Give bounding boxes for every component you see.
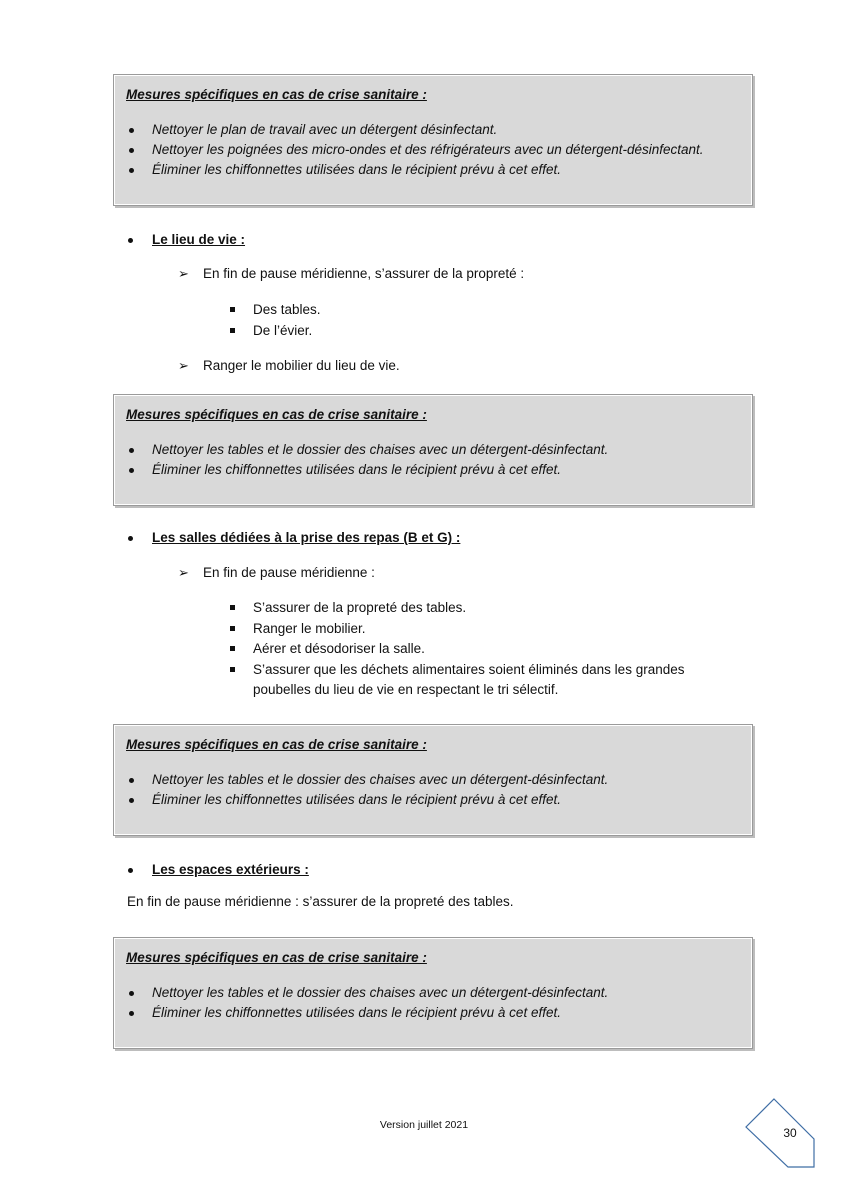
- list-item: De l’évier.: [228, 321, 321, 342]
- list-item: Éliminer les chiffonnettes utilisées dans le récipient prévu à cet effet.: [126, 790, 741, 810]
- arrow-item: [178, 563, 375, 583]
- list-item: Aérer et désodoriser la salle.: [228, 639, 728, 660]
- arrow-bullet-icon: ➢: [178, 565, 189, 580]
- box-title: Mesures spécifiques en cas de crise sanitaire :: [126, 87, 427, 102]
- arrow-bullet-icon: ➢: [178, 358, 189, 373]
- section-heading-lieu-de-vie: Le lieu de vie :: [125, 230, 245, 250]
- box-title: Mesures spécifiques en cas de crise sanitaire :: [126, 950, 427, 965]
- health-crisis-box-3: [113, 724, 753, 836]
- health-crisis-box-2: [113, 394, 753, 506]
- list-item: Nettoyer les tables et le dossier des chaises avec un détergent-désinfectant.: [126, 440, 741, 460]
- footer-version: Version juillet 2021: [379, 1119, 469, 1131]
- arrow-bullet-icon: ➢: [178, 266, 189, 281]
- list-item: Éliminer les chiffonnettes utilisées dans le récipient prévu à cet effet.: [126, 1003, 741, 1023]
- list-item: Ranger le mobilier.: [228, 619, 728, 640]
- list-item: S’assurer que les déchets alimentaires soient éliminés dans les grandes poubelles du lieu de vie en respectant le tri sélectif.: [228, 660, 728, 701]
- list-item: S’assurer de la propreté des tables.: [228, 598, 728, 619]
- box-title: Mesures spécifiques en cas de crise sanitaire :: [126, 737, 427, 752]
- box-list: [126, 440, 741, 480]
- arrow-item: [178, 356, 400, 376]
- arrow-item: [178, 264, 524, 284]
- arrow-item-text: Ranger le mobilier du lieu de vie.: [203, 358, 400, 373]
- page-number: 30: [783, 1126, 797, 1140]
- list-item: Éliminer les chiffonnettes utilisées dans le récipient prévu à cet effet.: [126, 160, 741, 180]
- box-title: Mesures spécifiques en cas de crise sanitaire :: [126, 407, 427, 422]
- square-list: [228, 300, 321, 341]
- arrow-item-text: En fin de pause méridienne, s’assurer de la propreté :: [203, 266, 525, 281]
- section-heading-espaces-exterieurs: Les espaces extérieurs :: [125, 860, 309, 880]
- list-item: Nettoyer les tables et le dossier des chaises avec un détergent-désinfectant.: [126, 983, 741, 1003]
- box-list: [126, 983, 741, 1023]
- box-list: [126, 120, 741, 180]
- list-item: Nettoyer le plan de travail avec un détergent désinfectant.: [126, 120, 741, 140]
- list-item: Nettoyer les tables et le dossier des chaises avec un détergent-désinfectant.: [126, 770, 741, 790]
- health-crisis-box-4: [113, 937, 753, 1049]
- arrow-item-text: En fin de pause méridienne :: [203, 565, 375, 580]
- square-list: [228, 598, 728, 701]
- section-heading-salles-repas: Les salles dédiées à la prise des repas (B et G) :: [125, 528, 460, 548]
- box-list: [126, 770, 741, 810]
- list-item: Nettoyer les poignées des micro-ondes et des réfrigérateurs avec un détergent-désinfectant.: [126, 140, 741, 160]
- list-item: Éliminer les chiffonnettes utilisées dans le récipient prévu à cet effet.: [126, 460, 741, 480]
- list-item: Des tables.: [228, 300, 321, 321]
- paragraph: En fin de pause méridienne : s’assurer de la propreté des tables.: [127, 894, 514, 909]
- health-crisis-box-1: [113, 74, 753, 206]
